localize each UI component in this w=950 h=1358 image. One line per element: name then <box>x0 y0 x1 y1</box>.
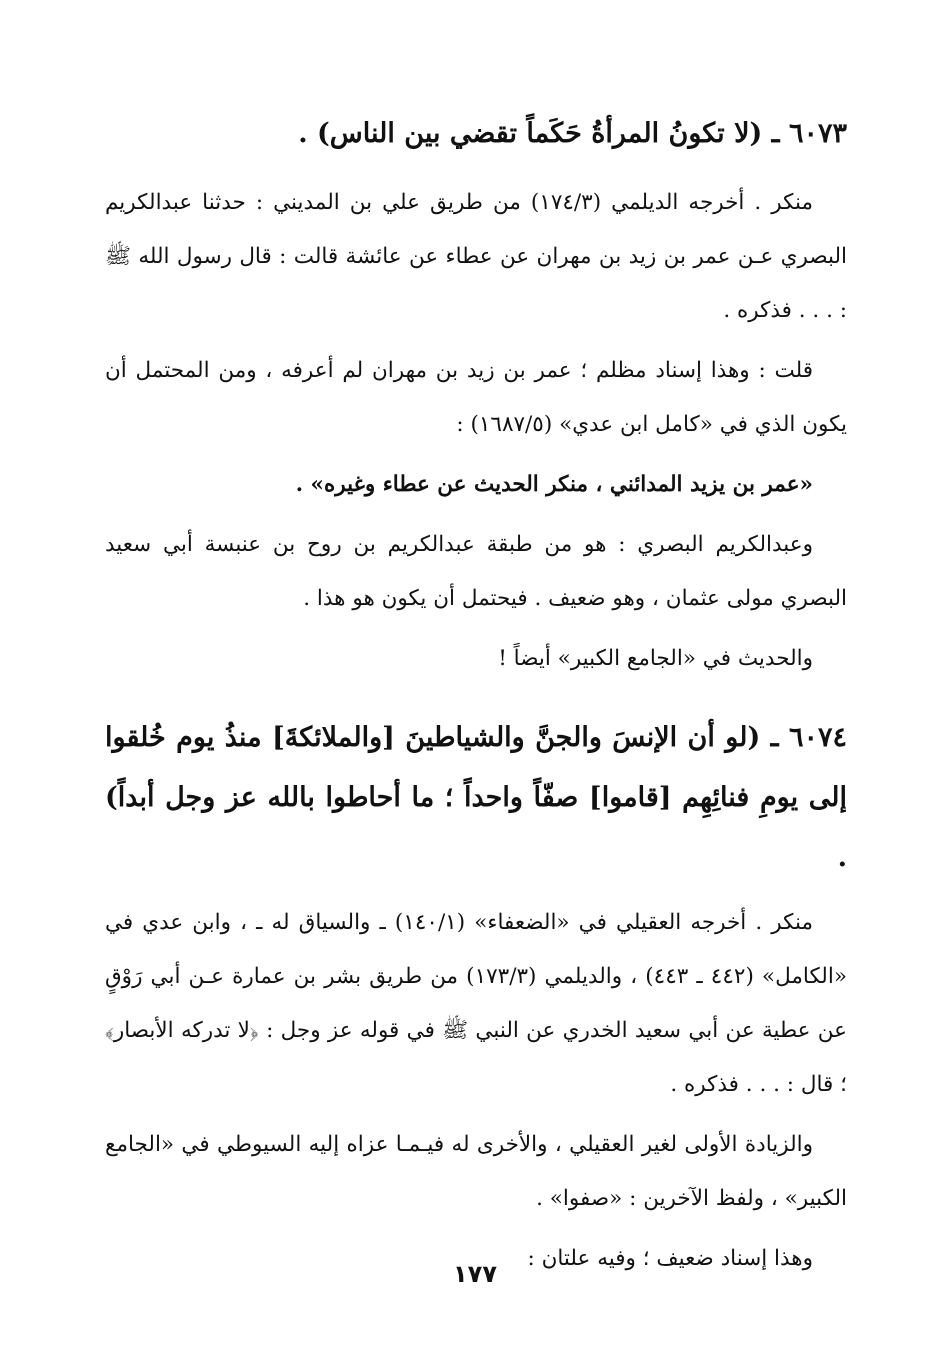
quoted-text-ibn-adi: «عمر بن يزيد المدائني ، منكر الحديث عن عطاء وغيره» . <box>295 472 813 497</box>
narrator-note-paragraph: وعبدالكريم البصري : هو من طبقة عبدالكريم بن روح بن عنبسة أبي سعيد البصري مولى عثمان ، وهو ضعيف . فيحتمل أن يكون هو هذا . <box>105 532 847 611</box>
page-number: ١٧٧ <box>453 1260 497 1288</box>
isnad-weakness-paragraph: وهذا إسناد ضعيف ؛ وفيه علتان : <box>527 1246 813 1271</box>
hadith-heading-6073: ٦٠٧٣ ـ (لا تكونُ المرأةُ حَكَماً تقضي بين الناس) . <box>298 118 847 149</box>
commentary-paragraph-6073: قلت : وهذا إسناد مظلم ؛ عمر بن زيد بن مهران لم أعرفه ، ومن المحتمل أن يكون الذي في «كامل ابن عدي» (١٦٨٧/٥) : <box>105 358 847 437</box>
takhrij-paragraph-6073: منكر . أخرجه الديلمي (١٧٤/٣) من طريق علي بن المديني : حدثنا عبدالكريم البصري عـن عمر بن زيد بن مهران عن عطاء عن عائشة قالت : قال رسول الله ﷺ : . . . فذكره . <box>105 190 847 323</box>
additions-note-paragraph: والزيادة الأولى لغير العقيلي ، والأخرى له فيـمـا عزاه إليه السيوطي في «الجامع الكبير» ، ولفظ الآخرين : «صفوا» . <box>105 1132 847 1211</box>
takhrij-paragraph-6074: منكر . أخرجه العقيلي في «الضعفاء» (١٤٠/١) ـ والسياق له ـ ، وابن عدي في «الكامل» (٤٤٢ ـ ٤٤٣) ، والديلمي (١٧٣/٣) من طريق بشر بن عمارة عـن أبي رَوْقٍ عن عطية عن أبي سعيد الخدري عن النبي ﷺ في قوله عز وجل : ﴿لا تدركه الأبصار﴾ ؛ قال : . . . فذكره . <box>105 910 847 1097</box>
source-note-paragraph: والحديث في «الجامع الكبير» أيضاً ! <box>498 646 813 671</box>
hadith-heading-6074: ٦٠٧٤ ـ (لو أن الإنسَ والجنَّ والشياطينَ [والملائكةَ] منذُ يوم خُلقوا إلى يومِ فنائِهِم [قاموا] صفّاً واحداً ؛ ما أحاطوا بالله عز وجل أبداً) . <box>105 722 847 873</box>
book-page <box>105 100 847 1340</box>
